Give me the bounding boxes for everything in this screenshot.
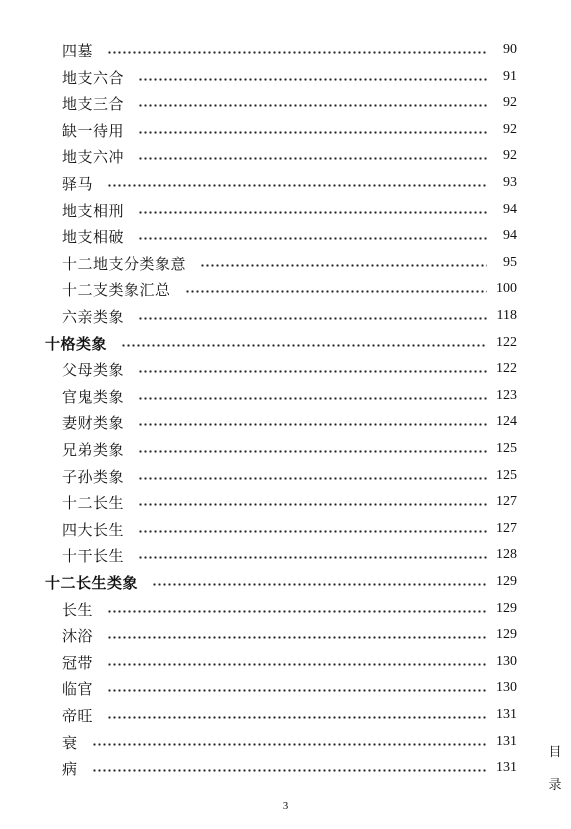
toc-entry-title: 地支三合: [62, 94, 125, 113]
toc-entry-page: 131: [496, 734, 517, 749]
toc-dot-leader: [107, 663, 487, 666]
toc-entry-title: 四大长生: [62, 520, 125, 539]
toc-entry: [62, 651, 517, 673]
toc-entry-title: 地支相刑: [62, 201, 125, 220]
toc-dot-leader: [200, 264, 487, 267]
toc-entry-title: 十干长生: [62, 546, 125, 565]
toc-dot-leader: [138, 450, 487, 453]
toc-dot-leader: [138, 317, 487, 320]
toc-dot-leader: [138, 423, 487, 426]
toc-entry-page: 91: [503, 69, 517, 84]
toc-entry: [62, 465, 517, 487]
toc-entry-page: 95: [503, 255, 517, 270]
toc-entry: [62, 677, 517, 699]
toc-entry-page: 90: [503, 42, 517, 57]
toc-entry-title: 四墓: [62, 41, 94, 60]
toc-entry-page: 129: [496, 601, 517, 616]
side-label-mu: 目: [548, 745, 562, 760]
toc-dot-leader: [138, 104, 487, 107]
toc-dot-leader: [152, 583, 487, 586]
toc-entry: [62, 704, 517, 726]
toc-entry-title: 临官: [62, 679, 94, 698]
toc-entry-title: 十二地支分类象意: [62, 254, 187, 273]
toc-entry-page: 129: [496, 627, 517, 642]
toc-dot-leader: [138, 211, 487, 214]
toc-entry-title: 地支六冲: [62, 147, 125, 166]
toc-entry-page: 131: [496, 760, 517, 775]
toc-entry-title: 地支相破: [62, 227, 125, 246]
toc-entry-page: 125: [496, 441, 517, 456]
toc-entry-title: 十格类象: [45, 334, 108, 353]
toc-entry: [62, 252, 517, 274]
toc-entry: [62, 39, 517, 61]
toc-entry-title: 地支六合: [62, 68, 125, 87]
toc-entry-title: 沐浴: [62, 626, 94, 645]
toc-entry: [62, 358, 517, 380]
toc-dot-leader: [185, 290, 487, 293]
toc-entry: [62, 278, 517, 300]
side-label-lu: 录: [548, 778, 562, 793]
toc-dot-leader: [107, 51, 487, 54]
toc-entry-title: 病: [62, 759, 78, 778]
toc-entry-page: 100: [496, 281, 517, 296]
toc-entry-title: 衰: [62, 733, 78, 752]
toc-entry: [62, 119, 517, 141]
toc-entry-page: 123: [496, 388, 517, 403]
toc-entry-page: 118: [496, 308, 517, 323]
toc-dot-leader: [107, 689, 487, 692]
toc-dot-leader: [138, 556, 487, 559]
toc-entry-title: 十二长生类象: [45, 573, 139, 592]
toc-dot-leader: [107, 610, 487, 613]
toc-entry-page: 128: [496, 547, 517, 562]
toc-entry-page: 94: [503, 228, 517, 243]
toc-entry: [62, 172, 517, 194]
toc-entry: [62, 305, 517, 327]
toc-dot-leader: [138, 397, 487, 400]
toc-entry-page: 127: [496, 494, 517, 509]
toc-entry: [62, 731, 517, 753]
toc-entry-title: 驿马: [62, 174, 94, 193]
toc-entry: [62, 438, 517, 460]
toc-entry: [62, 411, 517, 433]
toc-entry-page: 127: [496, 521, 517, 536]
toc-entry-title: 帝旺: [62, 706, 94, 725]
toc-entry: [62, 199, 517, 221]
toc-entry-title: 官鬼类象: [62, 387, 125, 406]
toc-dot-leader: [107, 636, 487, 639]
toc-entry-page: 125: [496, 468, 517, 483]
toc-entry-page: 130: [496, 654, 517, 669]
toc-entry-title: 六亲类象: [62, 307, 125, 326]
toc-entry-page: 92: [503, 148, 517, 163]
toc-entry-page: 92: [503, 122, 517, 137]
toc-dot-leader: [138, 157, 487, 160]
toc-entry-title: 父母类象: [62, 360, 125, 379]
toc-entry: [62, 518, 517, 540]
toc-entry-page: 124: [496, 414, 517, 429]
toc-dot-leader: [138, 370, 487, 373]
toc-entry-title: 兄弟类象: [62, 440, 125, 459]
toc-entry-title: 缺一待用: [62, 121, 125, 140]
page-number: 3: [282, 800, 289, 812]
toc-entry: [62, 491, 517, 513]
toc-entry-title: 长生: [62, 600, 94, 619]
toc-entry: [62, 624, 517, 646]
toc-entry-page: 122: [496, 361, 517, 376]
toc-dot-leader: [138, 530, 487, 533]
toc-entry-page: 129: [496, 574, 517, 589]
toc-entry: [62, 757, 517, 779]
toc-dot-leader: [138, 477, 487, 480]
toc-entry-title: 妻财类象: [62, 413, 125, 432]
toc-dot-leader: [138, 237, 487, 240]
toc-entry-title: 子孙类象: [62, 467, 125, 486]
toc-dot-leader: [138, 131, 487, 134]
toc-entry-title: 冠带: [62, 653, 94, 672]
toc-entry-page: 122: [496, 335, 517, 350]
toc-dot-leader: [92, 769, 487, 772]
toc-section-entry: [45, 332, 517, 354]
toc-entry: [62, 385, 517, 407]
toc-entry: [62, 145, 517, 167]
toc-dot-leader: [107, 716, 487, 719]
toc-entry-title: 十二长生: [62, 493, 125, 512]
toc-entry-page: 94: [503, 202, 517, 217]
toc-entry-title: 十二支类象汇总: [62, 280, 171, 299]
toc-dot-leader: [138, 78, 487, 81]
toc-entry-page: 130: [496, 680, 517, 695]
toc-section-entry: [45, 571, 517, 593]
toc-dot-leader: [138, 503, 487, 506]
toc-entry-page: 92: [503, 95, 517, 110]
toc-entry-page: 93: [503, 175, 517, 190]
toc-entry: [62, 66, 517, 88]
toc-dot-leader: [121, 344, 487, 347]
toc-entry: [62, 598, 517, 620]
toc-entry: [62, 544, 517, 566]
toc-dot-leader: [107, 184, 487, 187]
toc-entry: [62, 92, 517, 114]
toc-entry-page: 131: [496, 707, 517, 722]
toc-dot-leader: [92, 743, 487, 746]
toc-entry: [62, 225, 517, 247]
